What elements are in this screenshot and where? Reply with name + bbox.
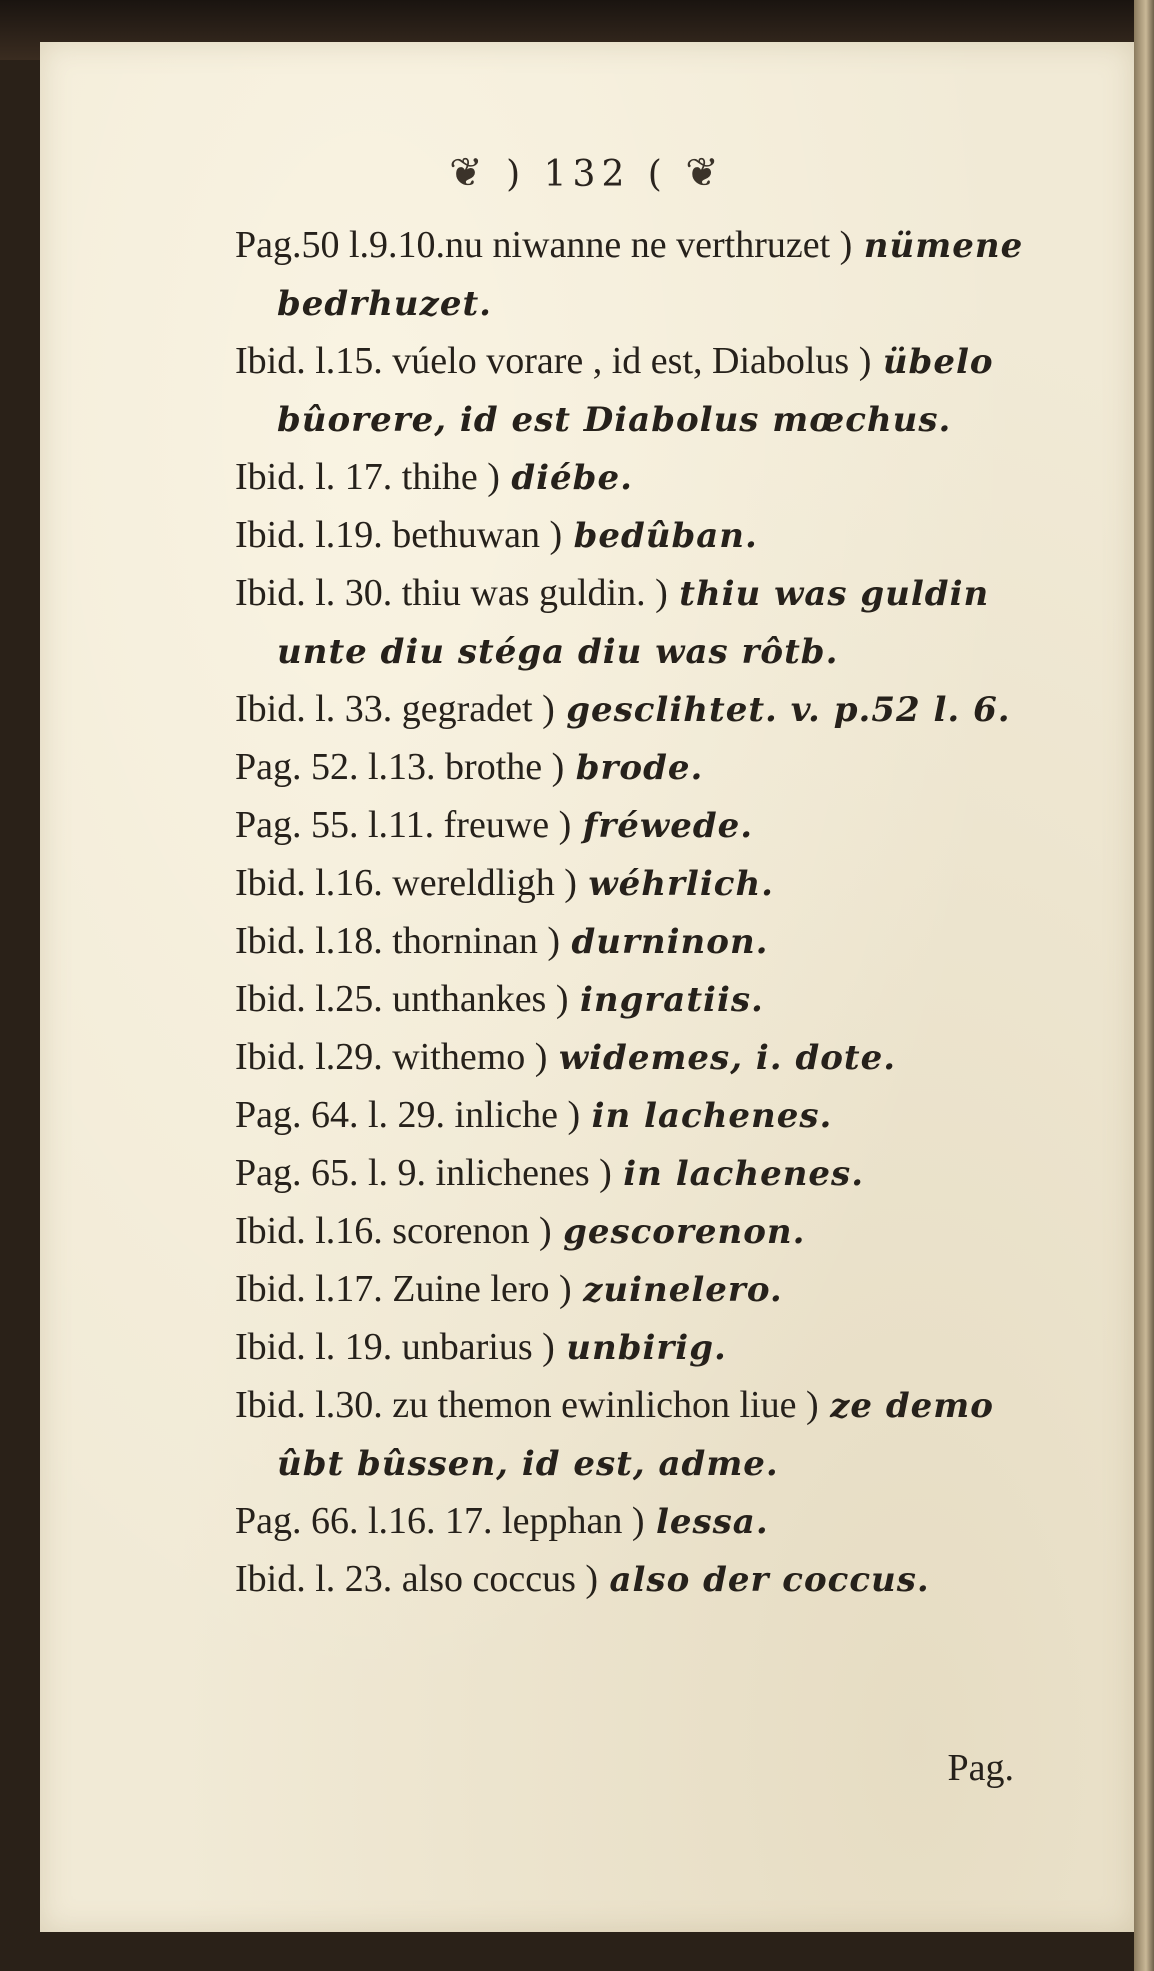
entry-lemma: Pag. 65. l. 9. inlichenes )	[235, 1152, 612, 1194]
entry-reading: unbirig.	[566, 1328, 727, 1368]
entry-lemma: Ibid. l.15. vúelo vorare , id est, Diabolus )	[235, 340, 872, 382]
errata-entry	[235, 565, 1065, 681]
book-page	[40, 42, 1134, 1932]
entry-reading: übelo bûorere, id est Diabolus mœchus.	[277, 342, 994, 440]
entry-lemma: Pag.50 l.9.10.nu niwanne ne verthruzet )	[235, 224, 853, 266]
entry-reading: nümene bedrhuzet.	[277, 226, 1024, 324]
entry-lemma: Ibid. l. 30. thiu was guldin. )	[235, 572, 668, 614]
entry-reading: bedûban.	[573, 516, 758, 556]
entry-lemma: Ibid. l.16. scorenon )	[235, 1210, 552, 1252]
entry-lemma: Pag. 66. l.16. 17. lepphan )	[235, 1500, 645, 1542]
errata-entry	[235, 333, 1065, 449]
entry-lemma: Ibid. l.29. withemo )	[235, 1036, 548, 1078]
entry-reading: brode.	[575, 748, 704, 788]
entry-lemma: Ibid. l.16. wereldligh )	[235, 862, 577, 904]
errata-entry	[235, 797, 1065, 855]
entry-reading: thiu was guldin unte diu stéga diu was rôtb.	[277, 574, 990, 672]
entry-lemma: Pag. 52. l.13. brothe )	[235, 746, 565, 788]
entry-reading: ingratiis.	[579, 980, 764, 1020]
errata-entry	[235, 739, 1065, 797]
errata-entry	[235, 913, 1065, 971]
catchword: Pag.	[947, 1747, 1014, 1789]
entry-lemma: Ibid. l.25. unthankes )	[235, 978, 569, 1020]
entry-lemma: Ibid. l. 17. thihe )	[235, 456, 500, 498]
page-edge-right	[1134, 0, 1154, 1971]
entry-lemma: Pag. 55. l.11. freuwe )	[235, 804, 572, 846]
errata-entry	[235, 217, 1065, 333]
entry-reading: diébe.	[511, 458, 633, 498]
fleuron-left-icon: ❦	[449, 150, 489, 196]
entry-reading: wéhrlich.	[588, 864, 775, 904]
entry-lemma: Ibid. l. 33. gegradet )	[235, 688, 555, 730]
entry-reading: gescorenon.	[563, 1212, 806, 1252]
errata-entry	[235, 1377, 1065, 1493]
entry-reading: zuinelero.	[583, 1270, 783, 1310]
errata-entry	[235, 1087, 1065, 1145]
errata-entry	[235, 507, 1065, 565]
entry-reading: durninon.	[571, 922, 769, 962]
errata-entry	[235, 1145, 1065, 1203]
entry-lemma: Ibid. l. 23. also coccus )	[235, 1558, 599, 1600]
entry-reading: gesclihtet. v. p.52 l. 6.	[566, 690, 1011, 730]
entry-reading: widemes, i. dote.	[558, 1038, 897, 1078]
entry-lemma: Ibid. l.30. zu themon ewinlichon liue )	[235, 1384, 819, 1426]
entry-lemma: Pag. 64. l. 29. inliche )	[235, 1094, 581, 1136]
entry-reading: lessa.	[655, 1502, 769, 1542]
errata-entry	[235, 1203, 1065, 1261]
entry-reading: ze demo ûbt bûssen, id est, adme.	[277, 1386, 994, 1484]
entry-reading: in lachenes.	[591, 1096, 833, 1136]
errata-entry	[235, 1319, 1065, 1377]
errata-entry	[235, 681, 1065, 739]
errata-entry	[235, 449, 1065, 507]
page-number: ) 132 (	[506, 154, 668, 195]
errata-entry	[235, 971, 1065, 1029]
entry-lemma: Ibid. l.17. Zuine lero )	[235, 1268, 572, 1310]
errata-list	[235, 217, 1065, 1609]
entry-reading: also der coccus.	[609, 1560, 930, 1600]
errata-entry	[235, 1261, 1065, 1319]
entry-reading: in lachenes.	[623, 1154, 865, 1194]
errata-entry	[235, 855, 1065, 913]
page-header	[40, 150, 1134, 196]
entry-reading: fréwede.	[582, 806, 754, 846]
entry-lemma: Ibid. l. 19. unbarius )	[235, 1326, 555, 1368]
errata-entry	[235, 1551, 1065, 1609]
fleuron-right-icon: ❦	[685, 150, 725, 196]
errata-entry	[235, 1493, 1065, 1551]
entry-lemma: Ibid. l.19. bethuwan )	[235, 514, 563, 556]
errata-entry	[235, 1029, 1065, 1087]
entry-lemma: Ibid. l.18. thorninan )	[235, 920, 561, 962]
